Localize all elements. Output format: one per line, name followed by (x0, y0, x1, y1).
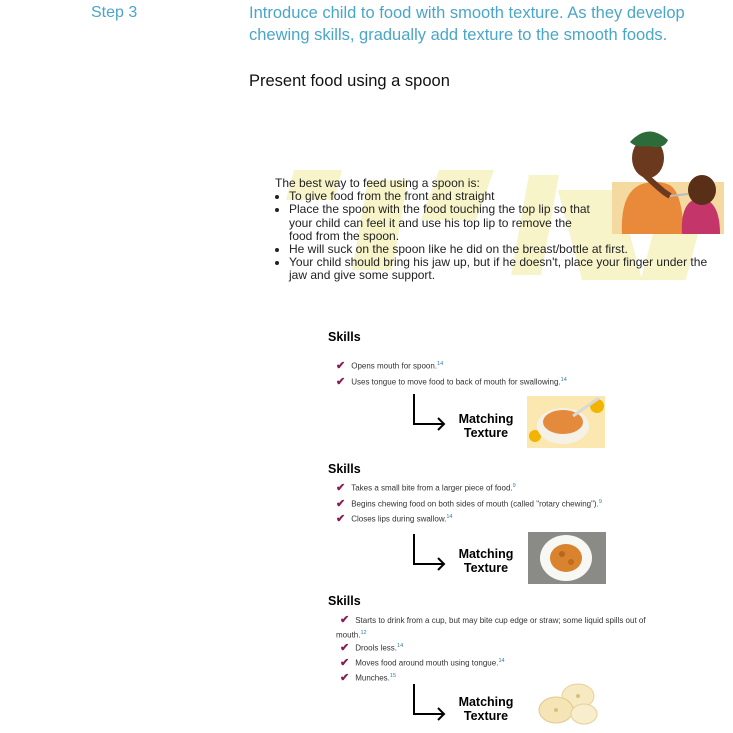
check-icon: ✔ (336, 497, 346, 510)
skill-text: Munches. (355, 673, 390, 683)
skill-item (336, 614, 666, 642)
skill-text: Closes lips during swallow. (351, 514, 447, 524)
spoon-guide-item: • To give food from the front and straight (289, 190, 715, 203)
matching-texture-label: Matching Texture (458, 695, 514, 723)
intro-text: Introduce child to food with smooth texture. As they develop chewing skills, gradually add texture to the smooth foods. (249, 4, 685, 44)
reference-number: 9 (598, 499, 602, 505)
skill-text: Begins chewing food on both sides of mouth (called "rotary chewing"). (351, 499, 599, 509)
banana-slices-image (536, 680, 602, 726)
reference-number: 14 (437, 361, 444, 367)
mashed-food-bowl-image (528, 532, 606, 584)
check-icon: ✔ (336, 375, 346, 388)
reference-number: 14 (397, 643, 404, 649)
skill-text: Opens mouth for spoon. (351, 361, 438, 371)
check-icon: ✔ (336, 359, 346, 372)
skill-text: Moves food around mouth using tongue. (355, 658, 499, 668)
skill-item (336, 358, 666, 373)
arrow-down-right-icon (410, 532, 450, 572)
reference-number: 14 (560, 377, 567, 383)
skills-title-2: Skills (328, 462, 361, 476)
skills-title-1: Skills (328, 330, 361, 344)
check-icon: ✔ (336, 481, 346, 494)
arrow-down-right-icon (410, 392, 450, 432)
reference-number: 14 (446, 514, 453, 520)
check-icon: ✔ (340, 656, 350, 669)
skill-text: Takes a small bite from a larger piece of food. (351, 483, 513, 493)
skill-item (336, 655, 666, 670)
skill-item (336, 374, 666, 389)
check-icon: ✔ (340, 641, 350, 654)
reference-number: 12 (360, 630, 367, 636)
arrow-down-right-icon (410, 682, 450, 722)
reference-number: 14 (498, 658, 505, 664)
check-icon: ✔ (340, 671, 350, 684)
check-icon: ✔ (340, 614, 350, 626)
matching-texture-label: Matching Texture (458, 547, 514, 575)
puree-bowl-image (527, 396, 605, 448)
skill-item (336, 511, 666, 526)
skill-text: Drools less. (355, 643, 398, 653)
matching-texture-label: Matching Texture (458, 412, 514, 440)
skill-item (336, 480, 666, 495)
skill-item (336, 670, 666, 685)
spoon-guide (270, 122, 728, 284)
skill-item (336, 640, 666, 655)
skills-title-3: Skills (328, 594, 361, 608)
skill-text: Uses tongue to move food to back of mouth for swallowing. (351, 377, 561, 387)
skill-text: Starts to drink from a cup, but may bite cup edge or straw; some liquid spills out of mouth. (336, 616, 646, 640)
spoon-guide-item: • He will suck on the spoon like he did on the breast/bottle at first. (289, 243, 715, 256)
spoon-guide-item: • Place the spoon with the food touching the top lip so that your child can feel it and use his top lip to remove the food from the spoon. (289, 203, 594, 243)
present-text: Present food using a spoon (249, 72, 450, 90)
spoon-guide-heading: The best way to feed using a spoon is: (275, 176, 480, 190)
mother-feeding-child-illustration (612, 122, 724, 234)
reference-number: 15 (389, 673, 397, 679)
step-label: Step 3 (91, 4, 138, 21)
spoon-guide-item: • Your child should bring his jaw up, but if he doesn't, place your finger under the jaw and give some support. (289, 256, 715, 282)
reference-number: 9 (512, 483, 516, 489)
check-icon: ✔ (336, 512, 346, 525)
skill-item (336, 496, 666, 511)
